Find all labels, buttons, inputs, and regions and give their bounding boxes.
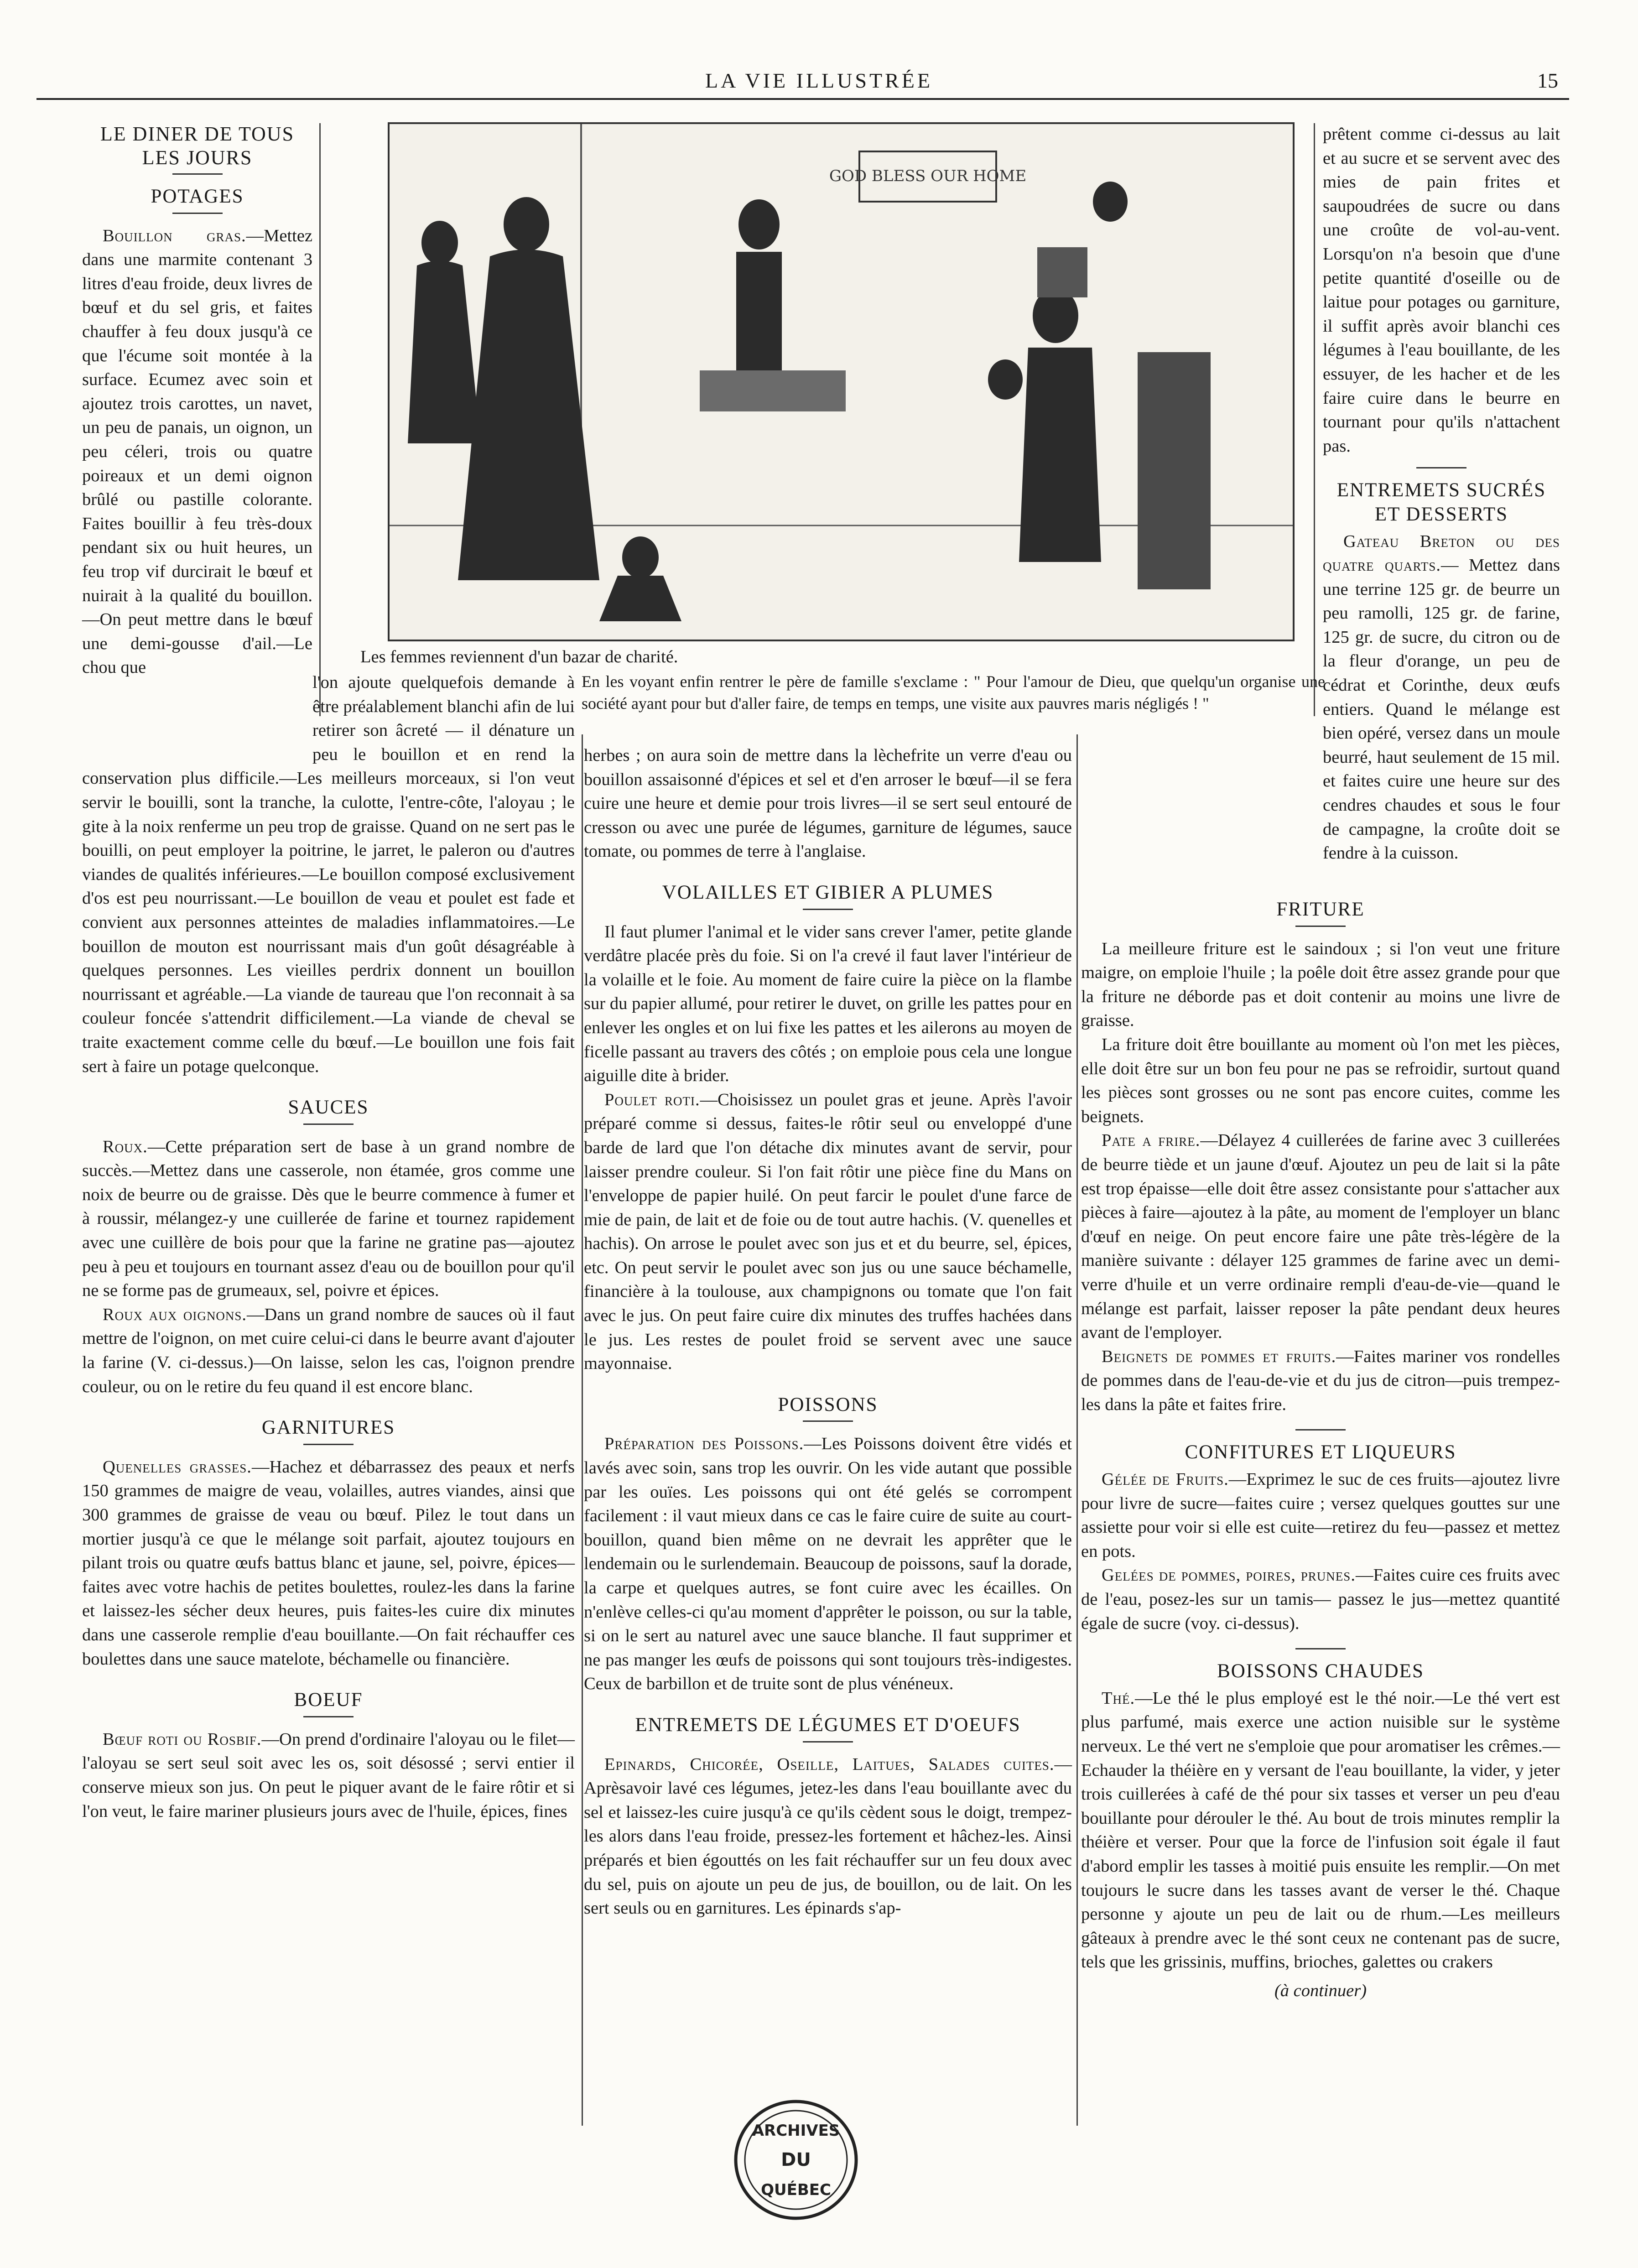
- section-title-garnitures: GARNITURES: [261, 1417, 395, 1439]
- text-poulet: —Choisissez un poulet gras et jeune. Après l'avoir préparé comme si dessus, faites-le rôtir seul ou enveloppé d'une barde de lard que l'on détache dix minutes avant de servir, pour laisser prendre couleur. Si l'on fait rôtir une pièce fine du Mans on l'enveloppe de papier huilé. On peut farcir le poulet d'une farce de mie de pain, de lait et de foie ou de tout autre hachis. (V. quenelles et hachis). On arrose le poulet avec son jus et et du beurre, sel, épices, etc. On peut servir le poulet avec son jus ou une sauce béchamelle, financière à la toulouse, aux champignons ou tomate que l'on fait avec le jus. On peut faire cuire dix minutes des truffes hachées dans le jus. Les restes de poulet froid se servent avec une sauce mayonnaise.: [584, 1090, 1072, 1373]
- paragraph-pate: [1081, 1129, 1560, 1344]
- column-3-top: [1323, 122, 1560, 865]
- paragraph-volailles: Il faut plumer l'animal et le vider sans crever l'amer, petite glande verdâtre placée près du foie. Si on l'a crevé il faut laver l'intérieur de la volaille et le foie. Au moment de faire cuire la pièce on la flambe sur du papier allumé, pour retirer le duvet, on grille les pattes pour en enlever les ongles et on lui fixe les pattes et les ailerons au moyen de ficelle passant au travers des côtés ; on emploie pous cela une longue aiguille dite à brider.: [584, 922, 1072, 1086]
- text-gelee: —Exprimez le suc de ces fruits—ajoutez livre pour livre de sucre—faites cuire ; versez quelques gouttes sur une assiette pour voir si elle est cuite—retirez du feu—passez et mettez en pots.: [1081, 1470, 1560, 1561]
- paragraph-boeuf: [82, 1727, 575, 1823]
- paragraph-friture-1: La meilleure friture est le saindoux ; si l'on veut une friture maigre, on emploie l'huile ; la poêle doit être assez grande pour que la friture ne déborde pas et doit contenir au moins une livre de graisse.: [1081, 939, 1560, 1030]
- page-number: 15: [1537, 69, 1558, 92]
- stamp-top-text: ARCHIVES: [752, 2122, 840, 2140]
- paragraph-poissons: [584, 1432, 1072, 1696]
- paragraph-beignets: [1081, 1345, 1560, 1417]
- text-boeuf: —On prend d'ordinaire l'aloyau ou le filet—l'aloyau se sert seul soit avec les os, soit désossé ; servi entier il conserve mieux son jus. On peut le piquer avant de le faire rôtir et si l'on veut, le faire mariner plusieurs jours avec de l'huile, épices, fines: [82, 1729, 575, 1821]
- section-title-boissons: BOISSONS CHAUDES: [1217, 1660, 1424, 1682]
- text-beignets: —Faites mariner vos rondelles de pommes dans de l'eau-de-vie et du jus de citron—puis trempez-les dans la pâte et faites frire.: [1081, 1347, 1560, 1414]
- column-2: [584, 744, 1072, 1920]
- lead-boeuf: Bœuf roti ou Rosbif.: [103, 1729, 262, 1749]
- text-roux-oignons: —Dans un grand nombre de sauces où il faut mettre de l'oignon, on met cuire celui-ci dans le beurre avant d'ajouter la farine (V. ci-dessus.)—On laisse, selon les cas, l'oignon prendre couleur, ou on le retire du feu quand il est encore blanc.: [82, 1305, 575, 1396]
- lead-roux-oignons: Roux aux oignons.: [103, 1305, 247, 1324]
- lead-gateau: Gateau Breton ou des quatre quarts.: [1323, 531, 1560, 575]
- section-rule: [303, 1124, 354, 1125]
- lead-poissons: Préparation des Poissons.: [604, 1434, 804, 1454]
- caption-line-2-visible: En les voyant enfin rentrer le père de famille s'exclame : " Pour l'amour de Dieu, que quelqu'un organise une société ayant pour but d'aller faire, de temps en temps, une visite aux pauvres maris négligés ! ": [582, 672, 1325, 713]
- section-title-boeuf: BOEUF: [294, 1689, 363, 1711]
- archives-stamp: [730, 2094, 862, 2226]
- sign-text: GOD BLESS OUR HOME: [829, 167, 1027, 185]
- paragraph-gateau: [1323, 530, 1560, 865]
- section-rule: [303, 1444, 354, 1445]
- section-rule: [803, 1741, 853, 1743]
- section-title-entremets-legumes: ENTREMETS DE LÉGUMES ET D'OEUFS: [635, 1714, 1021, 1736]
- section-rule: [1295, 1429, 1346, 1431]
- continued-note: (à continuer): [1274, 1981, 1367, 2000]
- lead-pate: Pate a frire.: [1102, 1131, 1201, 1150]
- section-rule: [1295, 1648, 1346, 1649]
- newspaper-title: LA VIE ILLUSTRÉE: [705, 69, 933, 92]
- illustration-drawing: [390, 124, 1293, 640]
- lead-gelees: Gelées de pommes, poires, prunes.: [1102, 1566, 1356, 1585]
- title-rule: [172, 173, 223, 175]
- lead-poulet: Poulet roti.: [604, 1090, 700, 1109]
- lead-epinards: Epinards, Chicorée, Oseille, Laitues, Salades cuites.: [604, 1754, 1055, 1774]
- paragraph-roux: [82, 1135, 575, 1303]
- text-poissons: —Les Poissons doivent être vidés et lavés avec soin, sans trop les ouvrir. On les vide autant que possible par les ouïes. Les poissons qui ont été gelés se corrompent facilement : il vaut mieux dans ce cas le faire cuire de suite au court-bouillon, quand bien même on ne devrait les apprêter que le lendemain ou le surlendemain. Beaucoup de poissons, sauf la dorade, la carpe et quelques autres, se font cuire avec les écailles. On n'enlève celles-ci qu'au moment d'apprêter le poisson, ou sur la table, si on le sert au naturel avec une sauce blanche. Il faut supprimer et ne pas manger les œufs de poissons qui sont toujours très-indigestes. Ceux de barbillon et de truite sont de plus vénéneux.: [584, 1434, 1072, 1694]
- lead-quenelles: Quenelles grasses.: [103, 1457, 252, 1477]
- paragraph-epinards-cont: prêtent comme ci-dessus au lait et au sucre et se servent avec des mies de pain frites et saupoudrées de sucre ou dans une croûte de vol-au-vent. Lorsqu'on n'a besoin que d'une petite quantité d'oseille ou de laitue pour potages ou garniture, il suffit après avoir blanchi ces légumes à l'eau bouillante, de les essuyer, de les hacher et de les faire cuire dans le beurre en tournant pour qu'ils n'attachent pas.: [1323, 125, 1560, 456]
- paragraph-bouillon: [82, 224, 312, 680]
- column-3-bottom: [1081, 880, 1560, 2003]
- text-gelees: —Faites cuire ces fruits avec de l'eau, posez-les sur un tamis— passez le jus—mettez quantité égale de sucre (voy. ci-dessus).: [1081, 1566, 1560, 1633]
- column-1-bottom: [82, 671, 575, 1823]
- paragraph-gelees: [1081, 1563, 1560, 1635]
- caption-line-1: Les femmes reviennent d'un bazar de charité.: [360, 647, 678, 666]
- text-pate: —Délayez 4 cuillerées de farine avec 3 cuillerées de beurre tiède et un jaune d'œuf. Ajoutez un peu de lait si la pâte est trop épaisse—elle doit être assez consistante pour s'attacher aux pièces à faire—ajoutez à la pâte, au moment de l'employer un blanc d'œuf en neige. On peut encore faire une pâte très-légère de la manière suivante : délayer 125 grammes de farine avec un demi-verre d'huile et un verre ordinaire rempli d'eau-de-vie—quand le mélange est parfait, laisser reposer la pâte pendant deux heures avant de l'employer.: [1081, 1131, 1560, 1342]
- lead-bouillon: Bouillon gras.: [103, 226, 246, 245]
- lead-the: Thé.: [1102, 1688, 1135, 1708]
- text-bouillon: —Mettez dans une marmite contenant 3 litres d'eau froide, deux livres de bœuf et du sel gris, et faites chauffer à feu doux jusqu'à ce que l'écume soit montée à la surface. Ecumez avec soin et ajoutez trois carottes, un navet, un peu de panais, un oignon, un peu céleri, trois ou quatre poireaux et un demi oignon brûlé ou pastille colorante. Faites bouillir à feu très-doux pendant six ou huit heures, un feu trop vif durcirait le bœuf et nuirait à la qualité du bouillon.—On peut mettre dans le bœuf une demi-gousse d'ail.—Le chou que: [82, 226, 312, 677]
- column-divider-top-right: [1314, 123, 1315, 716]
- cartoon-illustration: [388, 122, 1295, 641]
- paragraph-quenelles: [82, 1455, 575, 1671]
- paragraph-roux-oignons: [82, 1303, 575, 1399]
- section-title-friture: FRITURE: [1276, 899, 1365, 920]
- column-divider-left: [319, 123, 321, 716]
- lead-roux: Roux.: [103, 1137, 148, 1156]
- section-rule: [303, 1716, 354, 1717]
- header-rule: [36, 98, 1569, 100]
- stamp-middle-text: DU: [781, 2149, 811, 2170]
- section-title-entremets-sucres: ENTREMETS SUCRÉS ET DESSERTS: [1336, 479, 1546, 525]
- paragraph-friture-2: La friture doit être bouillante au moment où l'on met les pièces, elle doit être sur un bon feu pour ne pas se refroidir, surtout quand les pièces sont grosses ou ne sont pas encore cuites, comme les beignets.: [1081, 1035, 1560, 1126]
- paragraph-boeuf-cont: herbes ; on aura soin de mettre dans la lèchefrite un verre d'eau ou bouillon assaisonné d'épices et sel et d'en arroser le bœuf—il se fera cuire une heure et demie pour trois livres—il se sert seul entouré de cresson ou avec une purée de légumes, garniture de légumes, sauce tomate, ou pommes de terre à l'anglaise.: [584, 746, 1072, 861]
- section-rule: [1295, 926, 1346, 927]
- section-title-potages: POTAGES: [151, 186, 244, 207]
- lead-beignets: Beignets de pommes et fruits.: [1102, 1347, 1336, 1366]
- section-title-volailles: VOLAILLES ET GIBIER A PLUMES: [662, 881, 994, 903]
- section-title-confitures: CONFITURES ET LIQUEURS: [1185, 1441, 1456, 1463]
- section-rule: [803, 909, 853, 910]
- section-rule: [1416, 467, 1466, 468]
- lead-gelee: Gélée de Fruits.: [1102, 1470, 1229, 1489]
- section-title-poissons: POISSONS: [778, 1394, 878, 1415]
- text-gateau: — Mettez dans une terrine 125 gr. de beurre un peu ramolli, 125 gr. de farine, 125 gr. de sucre, du citron ou de la fleur d'orange, un peu de cédrat et Corinthe, deux œufs entiers. Quand le mélange est bien opéré, versez dans un moule beurré, haut seulement de 15 mil. et faites cuire une heure sur des cendres chaudes et sous le four de campagne, la croûte doit se fendre à la cuisson.: [1323, 556, 1560, 863]
- stamp-bottom-text: QUÉBEC: [761, 2181, 831, 2199]
- text-quenelles: —Hachez et débarrassez des peaux et nerfs 150 grammes de maigre de veau, volailles, autres viandes, ainsi que 300 grammes de graisse de veau ou bœuf. Pilez le tout dans un mortier jusqu'à ce que le mélange soit parfait, ajoutez toujours en pilant trois ou quatre œufs battus blanc et jaune, sel, poivre, épices—faites avec votre hachis de petites boulettes, roulez-les dans la farine et laissez-les sécher deux heures, puis faites-les cuire dix minutes dans une casserole remplie d'eau bouillante.—On fait réchauffer ces boulettes dans une sauce matelote, béchamelle ou financière.: [82, 1457, 575, 1669]
- section-rule: [803, 1420, 853, 1422]
- section-title-sauces: SAUCES: [288, 1097, 369, 1118]
- column-divider-mid: [582, 734, 583, 2126]
- paragraph-bouillon-cont: l'on ajoute quelquefois demande à être préalablement blanchi afin de lui retirer son âcreté — il dénature un peu le bouillon et en rend la conservation plus difficile.—Les meilleurs morceaux, si l'on veut servir le bouilli, sont la tranche, la culotte, l'entre-côte, l'aloyau ; le gite à la noix renferme un peu trop de graisse. Quand on ne sert pas le bouilli, on peut employer la poitrine, le jarret, le paleron ou d'autres viandes de qualités inférieures.—Le bouillon composé exclusivement d'os est peu nourrissant.—Le bouillon de veau et poulet est fade et convient aux personnes atteintes de maladies inflammatoires.—Le bouillon de mouton est nourrissant mais d'un goût désagréable à quelques personnes. Les vieilles perdrix donnent un bouillon nourrissant et agréable.—La viande de taureau que l'on reconnait à sa couleur foncée s'attendrit difficilement.—La viande de cheval se traite exactement comme celle du bœuf.—Le bouillon une fois fait sert à faire un potage quelconque.: [82, 673, 575, 1076]
- text-epinards: —Aprèsavoir lavé ces légumes, jetez-les dans l'eau bouillante avec du sel et laissez-les cuire jusqu'à ce qu'ils cèdent sous le doigt, trempez-les alors dans l'eau froide, pressez-les fortement et hâchez-les. Ainsi préparés et bien égouttés on les fait réchauffer sur un feu doux avec du sel, puis on ajoute un peu de jus, de bouillon, ou de lait. On les sert seuls ou en garnitures. Les épinards s'ap-: [584, 1754, 1072, 1918]
- section-rule: [172, 213, 223, 214]
- paragraph-epinards: [584, 1753, 1072, 1920]
- paragraph-gelee: [1081, 1467, 1560, 1563]
- paragraph-the: [1081, 1686, 1560, 1974]
- column-divider-right: [1076, 734, 1078, 2126]
- text-roux: —Cette préparation sert de base à un grand nombre de succès.—Mettez dans une casserole, non étamée, gros comme une noix de beurre ou de graisse. Dès que le beurre commence à fumer et à roussir, mélangez-y une cuillerée de farine et tournez rapidement avec une cuillère de bois pour que la farine ne gratine pas—ajoutez peu à peu et toujours en tournant assez d'eau ou de bouillon pour qu'il ne se forme pas de grumeaux, sel, poivre et épices.: [82, 1137, 575, 1300]
- article-title: LE DINER DE TOUS LES JOURS: [100, 123, 295, 169]
- column-1-top: [82, 122, 312, 680]
- paragraph-poulet: [584, 1088, 1072, 1376]
- text-the: —Le thé le plus employé est le thé noir.—Le thé vert est plus parfumé, mais exerce une action nuisible sur le système nerveux. Le thé vert ne s'emploie que pour aromatiser les crêmes.— Echauder la théière en y versant de l'eau bouillante, la vider, y jeter trois cuillerées à café de thé pour six tasses et verser un peu d'eau bouillante pour dérouler le thé. Au bout de trois minutes remplir la théière et verser. Pour que la force de l'infusion soit égale il faut d'abord emplir les tasses à moitié puis ensuite les remplir.—On met toujours le sucre dans les tasses avant de verser le thé. Chaque personne y ajoute un peu de lait ou de rhum.—Les meilleurs gâteaux à prendre avec le thé sont ceux ne contenant pas de sucre, tels que les grissinis, muffins, brioches, galettes ou crakers: [1081, 1688, 1560, 1972]
